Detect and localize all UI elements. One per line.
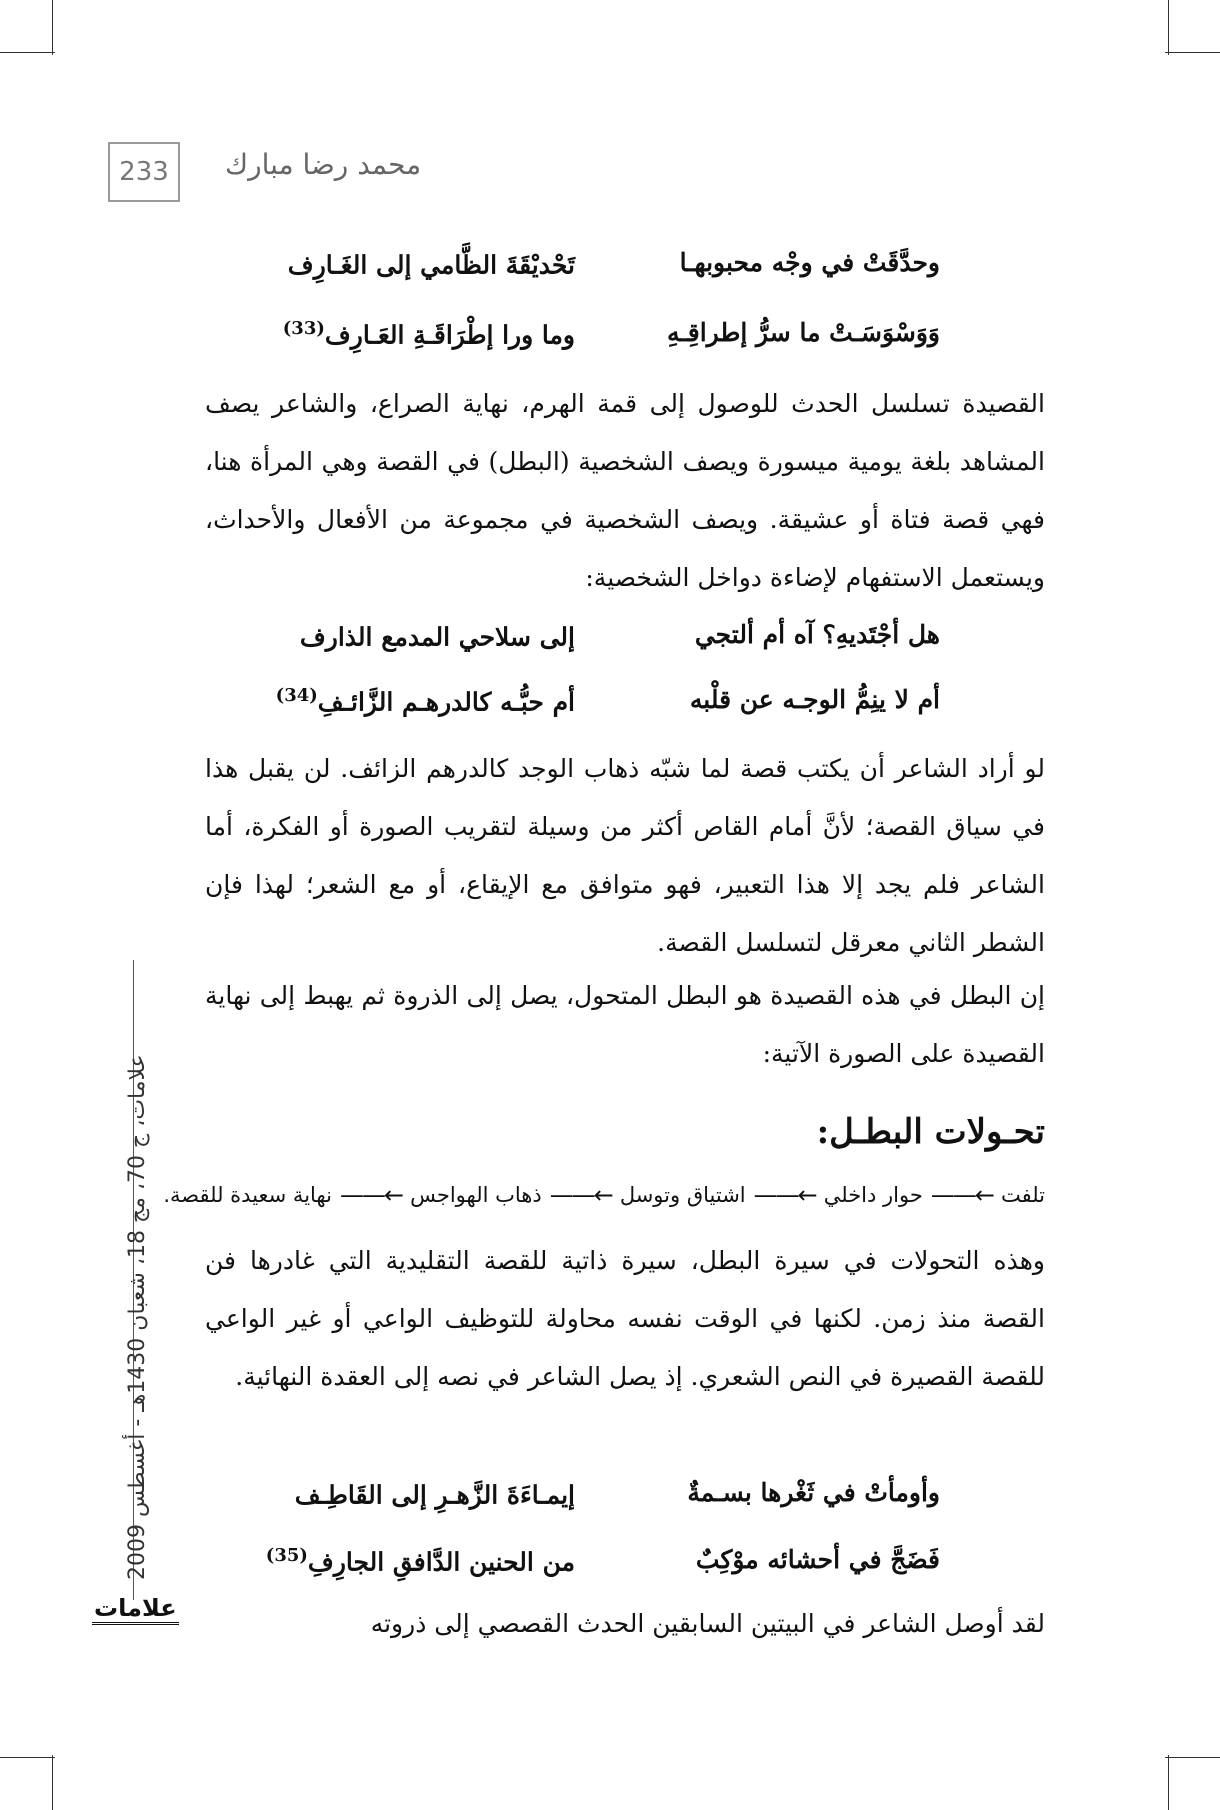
page-number: 233 <box>108 142 180 202</box>
footnote-marker: (33) <box>282 318 325 339</box>
footnote-marker: (35) <box>265 1545 308 1566</box>
section-heading: تحـولات البطـل: <box>816 1112 1045 1152</box>
crop-mark <box>1165 1757 1220 1758</box>
body-paragraph: إن البطل في هذه القصيدة هو البطل المتحول، يصل إلى الذروة ثم يهبط إلى نهاية القصيدة على الصورة الآتية: <box>205 981 1045 1068</box>
verse-second-hemistich: من الحنين الدَّافقِ الجارِفِ$^{(35)}$ <box>265 1545 575 1577</box>
verse-first-hemistich: وأومأتْ في ثَغْرها بسـمةٌ <box>687 1478 940 1507</box>
flow-step: نهاية سعيدة للقصة. <box>163 1183 332 1207</box>
verse-line <box>205 620 965 680</box>
flow-step: ذهاب الهواجس <box>410 1183 542 1207</box>
verse-line <box>205 1478 965 1538</box>
journal-info: علامات، ج 70، مج 18، شعبان 1430هـ - أغسطس 2009 <box>125 1054 150 1580</box>
crop-mark <box>1165 52 1220 53</box>
body-paragraph: وهذه التحولات في سيرة البطل، سيرة ذاتية للقصة التقليدية التي غادرها فن القصة منذ زمن. لكنها في الوقت نفسه محاولة للتوظيف الواعي أو غير الواعي للقصة القصيرة في النص الشعري. إذ يصل الشاعر في نصه إلى العقدة النهائية. <box>205 1246 1045 1391</box>
verse-line <box>205 685 965 745</box>
verse-second-hemistich: إلى سلاحي المدمع الذارف <box>299 622 575 652</box>
left-arrow-icon: ←—— <box>339 1181 403 1209</box>
verse-first-hemistich: أم لا ينِمُّ الوجـه عن قلْبه <box>689 685 940 714</box>
verse-second-hemistich: أم حبُّـه كالدرهـم الزَّائـفِ$^{(34)}$ <box>275 685 575 717</box>
flow-step: تلفت <box>1000 1183 1045 1207</box>
verse-second-hemistich: إيمـاءَةَ الزَّهـرِ إلى القَاطِـف <box>294 1480 575 1510</box>
crop-mark <box>1168 0 1169 55</box>
crop-mark <box>52 1755 53 1810</box>
verse-first-hemistich: فَضَجَّ في أحشائه موْكِبٌ <box>695 1545 940 1574</box>
left-arrow-icon: ←—— <box>549 1181 612 1209</box>
body-paragraph: القصيدة تسلسل الحدث للوصول إلى قمة الهرم، نهاية الصراع، والشاعر يصف المشاهد بلغة يومية ميسورة ويصف الشخصية (البطل) في القصة وهي المرأة هنا، فهي قصة فتاة أو عشيقة. ويصف الشخصية في مجموعة من الأفعال والأحداث، ويستعمل الاستفهام لإضاءة دواخل الشخصية: <box>205 389 1045 592</box>
crop-mark <box>0 1757 55 1758</box>
flow-step: اشتياق وتوسل <box>619 1183 746 1207</box>
verse-second-hemistich: تَحْديْقَةَ الظَّامي إلى الغَـارِف <box>287 250 575 280</box>
crop-mark <box>1168 1755 1169 1810</box>
verse-first-hemistich: وحدَّقَتْ في وجْه محبوبهـا <box>679 248 940 277</box>
left-arrow-icon: ←—— <box>930 1181 993 1209</box>
left-arrow-icon: ←—— <box>753 1181 816 1209</box>
verse-first-hemistich: هل أجْتَديهِ؟ آه أم ألتجي <box>694 620 940 649</box>
verse-first-hemistich: وَوَسْوَسَـتْ ما سرُّ إطراقِـهِ <box>667 318 940 347</box>
body-paragraph: لو أراد الشاعر أن يكتب قصة لما شبّه ذهاب الوجد كالدرهم الزائف. لن يقبل هذا في سياق القصة؛ لأنَّ أمام القاص أكثر من وسيلة لتقريب الصورة أو الفكرة، أما الشاعر فلم يجد إلا هذا التعبير، فهو متوافق مع الإيقاع، أو مع الشعر؛ لهذا فإن الشطر الثاني معرقل لتسلسل القصة. <box>205 754 1045 957</box>
crop-mark <box>0 52 55 53</box>
flow-step: حوار داخلي <box>823 1183 923 1207</box>
journal-logo: علامات <box>92 1594 179 1625</box>
verse-line <box>205 318 965 378</box>
verse-line <box>205 248 965 308</box>
running-head-author: محمد رضا مبارك <box>225 148 422 181</box>
crop-mark <box>52 0 53 55</box>
transformation-flow <box>163 1175 1045 1215</box>
body-paragraph: لقد أوصل الشاعر في البيتين السابقين الحدث القصصي إلى ذروته <box>370 1609 1045 1638</box>
footnote-marker: (34) <box>275 685 318 706</box>
verse-second-hemistich: وما ورا إطْرَاقَـةِ العَـارِف$^{(33)}$ <box>282 318 575 350</box>
